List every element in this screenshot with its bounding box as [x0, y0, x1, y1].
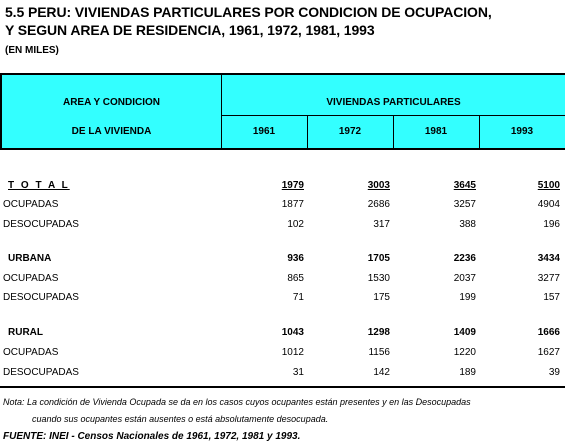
header-area-label-1: AREA Y CONDICION: [62, 97, 161, 108]
header-area-divider: [221, 73, 222, 150]
cell-value: 157: [543, 292, 560, 303]
cell-value: 2236: [453, 253, 476, 264]
table-row: [0, 199, 565, 215]
cell-value: 2686: [367, 199, 390, 210]
cell-value: 936: [287, 253, 304, 264]
cell-value: 5100: [537, 180, 560, 191]
cell-value: 388: [459, 219, 476, 230]
header-year-1961: 1961: [252, 126, 276, 137]
cell-value: 1043: [281, 327, 304, 338]
table-title-line2: Y SEGUN AREA DE RESIDENCIA, 1961, 1972, 1981, 1993: [5, 22, 375, 38]
units-label: (EN MILES): [5, 45, 59, 56]
cell-value: 1666: [537, 327, 560, 338]
table-row-urbana: [0, 253, 565, 269]
header-top-border: [0, 73, 565, 75]
table-header: [0, 73, 565, 149]
table-row-rural: [0, 327, 565, 343]
cell-value: 4904: [537, 199, 560, 210]
cell-value: 39: [548, 367, 560, 378]
header-year-1972: 1972: [338, 126, 362, 137]
cell-value: 1012: [281, 347, 304, 358]
row-label: DESOCUPADAS: [3, 367, 79, 378]
cell-value: 3434: [537, 253, 560, 264]
table-row: [0, 219, 565, 235]
cell-value: 1298: [367, 327, 390, 338]
cell-value: 71: [292, 292, 304, 303]
header-year-1981: 1981: [424, 126, 448, 137]
table-row: [0, 292, 565, 308]
row-label: OCUPADAS: [3, 199, 59, 210]
table-row: [0, 347, 565, 363]
cell-value: 102: [287, 219, 304, 230]
source-line: FUENTE: INEI - Censos Nacionales de 1961, 1972, 1981 y 1993.: [3, 431, 301, 442]
table-row: [0, 367, 565, 383]
header-bottom-border: [0, 148, 565, 150]
cell-value: 1705: [367, 253, 390, 264]
header-year-1993: 1993: [510, 126, 534, 137]
row-label: DESOCUPADAS: [3, 292, 79, 303]
cell-value: 142: [373, 367, 390, 378]
cell-value: 1220: [453, 347, 476, 358]
header-left-border: [0, 73, 2, 150]
cell-value: 3003: [367, 180, 390, 191]
cell-value: 1156: [368, 347, 390, 358]
cell-value: 1409: [453, 327, 476, 338]
row-label: URBANA: [8, 253, 52, 264]
cell-value: 1530: [367, 273, 390, 284]
cell-value: 2037: [453, 273, 476, 284]
cell-value: 199: [459, 292, 476, 303]
note-line1: Nota: La condición de Vivienda Ocupada se da en los casos cuyos ocupantes están presentes y en las Desocupadas: [3, 397, 471, 407]
table-row: [0, 273, 565, 289]
row-label: OCUPADAS: [3, 347, 59, 358]
table-title-line1: 5.5 PERU: VIVIENDAS PARTICULARES POR CONDICION DE OCUPACION,: [5, 4, 492, 20]
cell-value: 1979: [281, 180, 304, 191]
cell-value: 865: [287, 273, 304, 284]
header-area-label-2: DE LA VIVIENDA: [71, 126, 152, 137]
row-label: OCUPADAS: [3, 273, 59, 284]
cell-value: 175: [373, 292, 390, 303]
table-bottom-border: [0, 386, 565, 388]
cell-value: 1877: [281, 199, 304, 210]
row-label: DESOCUPADAS: [3, 219, 79, 230]
cell-value: 1627: [537, 347, 560, 358]
cell-value: 3257: [453, 199, 476, 210]
table-row-total: [0, 180, 565, 196]
cell-value: 317: [373, 219, 390, 230]
note-line2: cuando sus ocupantes están ausentes o está absolutamente desocupada.: [32, 414, 329, 424]
row-label: T O T A L: [8, 180, 70, 191]
cell-value: 3645: [453, 180, 476, 191]
cell-value: 196: [543, 219, 560, 230]
row-label: RURAL: [8, 327, 43, 338]
cell-value: 3277: [537, 273, 560, 284]
cell-value: 189: [459, 367, 476, 378]
header-group-label: VIVIENDAS PARTICULARES: [326, 97, 461, 108]
cell-value: 31: [292, 367, 304, 378]
